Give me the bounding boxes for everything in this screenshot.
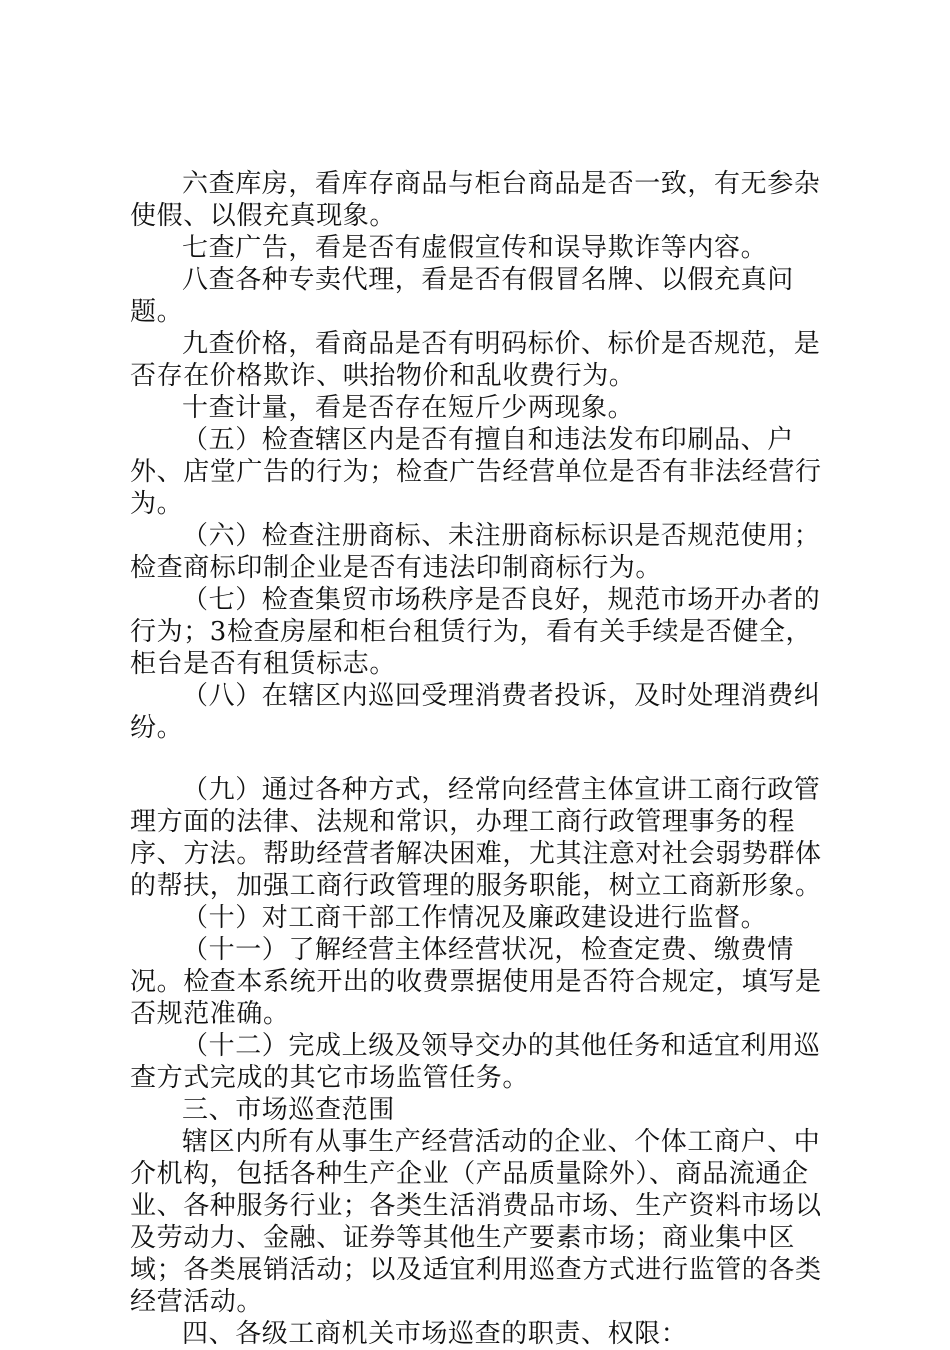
paragraph-section-6: （六）检查注册商标、未注册商标标识是否规范使用；检查商标印制企业是否有违法印制商标行为。 — [130, 521, 821, 583]
paragraph-item-7-check-ads: 七查广告，看是否有虚假宣传和误导欺诈等内容。 — [182, 233, 768, 263]
paragraph-section-8: （八）在辖区内巡回受理消费者投诉，及时处理消费纠纷。 — [130, 681, 821, 743]
paragraph-section-11: （十一）了解经营主体经营状况，检查定费、缴费情况。检查本系统开出的收费票据使用是否符合规定，填写是否规范准确。 — [130, 935, 822, 1029]
paragraph-item-8-check-agency: 八查各种专卖代理，看是否有假冒名牌、以假充真问题。 — [130, 265, 794, 327]
heading-inspection-scope: 三、市场巡查范围 — [182, 1095, 395, 1125]
paragraph-section-12: （十二）完成上级及领导交办的其他任务和适宜利用巡查方式完成的其它市场监管任务。 — [130, 1031, 821, 1093]
paragraph-item-9-check-price: 九查价格，看商品是否有明码标价、标价是否规范，是否存在价格欺诈、哄抬物价和乱收费行为。 — [130, 329, 821, 391]
paragraph-section-5: （五）检查辖区内是否有擅自和违法发布印刷品、户外、店堂广告的行为；检查广告经营单位是否有非法经营行为。 — [130, 425, 822, 519]
heading-duties-and-authority: 四、各级工商机关市场巡查的职责、权限： — [182, 1319, 688, 1349]
paragraph-section-7: （七）检查集贸市场秩序是否良好，规范市场开办者的行为；3检查房屋和柜台租赁行为，看有关手续是否健全，柜台是否有租赁标志。 — [130, 585, 821, 679]
document-body — [130, 168, 830, 1350]
paragraph-item-10-check-measure: 十查计量，看是否存在短斤少两现象。 — [182, 393, 635, 423]
paragraph-section-10: （十）对工商干部工作情况及廉政建设进行监督。 — [182, 903, 768, 933]
paragraph-section-9: （九）通过各种方式，经常向经营主体宣讲工商行政管理方面的法律、法规和常识，办理工商行政管理事务的程序、方法。帮助经营者解决困难，尤其注意对社会弱势群体的帮扶，加强工商行政管理的服务职能，树立工商新形象。 — [130, 775, 822, 901]
paragraph-item-6-check-warehouse: 六查库房，看库存商品与柜台商品是否一致，有无参杂使假、以假充真现象。 — [130, 169, 821, 231]
paragraph-scope-detail: 辖区内所有从事生产经营活动的企业、个体工商户、中介机构，包括各种生产企业（产品质量除外）、商品流通企业、各种服务行业；各类生活消费品市场、生产资料市场以及劳动力、金融、证券等其他生产要素市场；商业集中区域；各类展销活动；以及适宜利用巡查方式进行监管的各类经营活动。 — [130, 1127, 822, 1317]
